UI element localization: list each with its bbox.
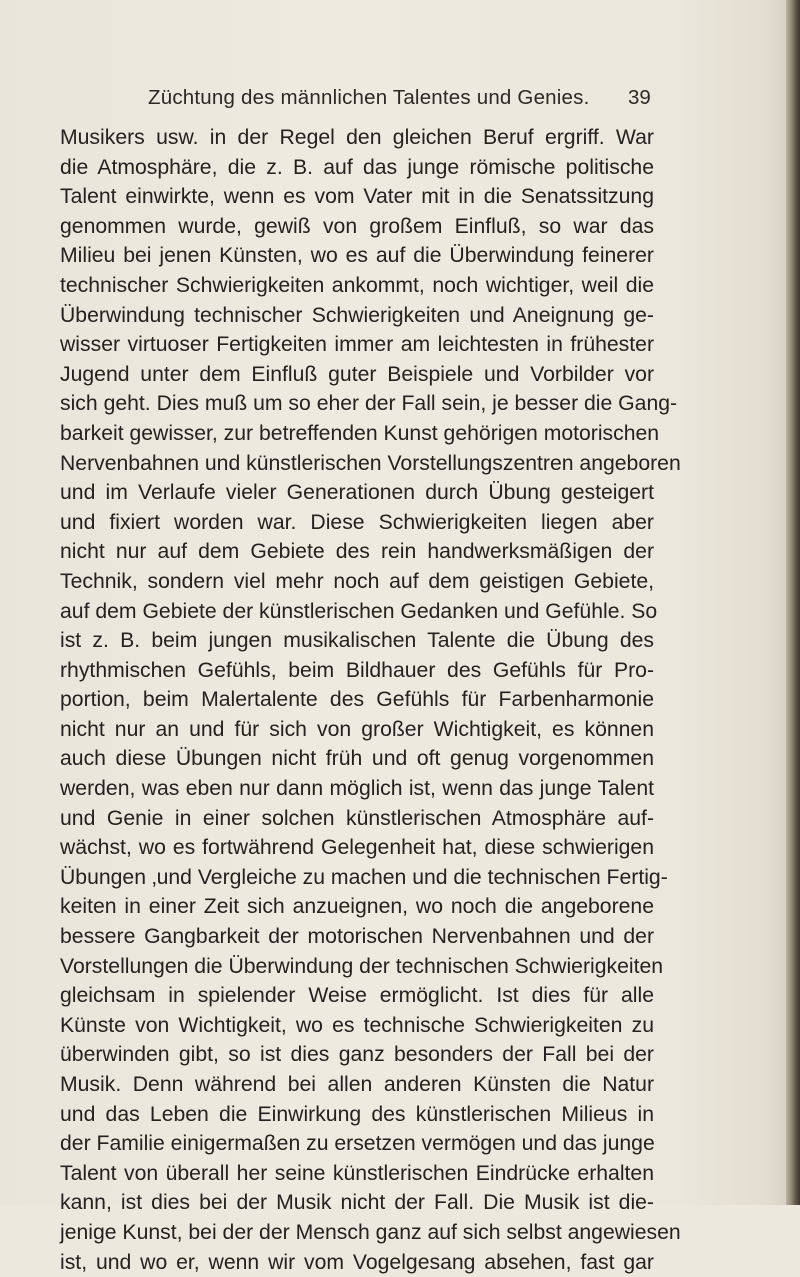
text-line: wächst, wo es fortwährend Gelegenheit hat, diese schwierigen: [60, 836, 654, 860]
text-line: und das Leben die Einwirkung des künstlerischen Milieus in: [60, 1102, 654, 1126]
text-line: keiten in einer Zeit sich anzueignen, wo noch die angeborene: [60, 895, 654, 919]
text-line: rhythmischen Gefühls, beim Bildhauer des Gefühls für Pro-: [60, 658, 654, 682]
text-line: jenige Kunst, bei der der Mensch ganz auf sich selbst angewiesen: [60, 1220, 681, 1244]
text-line: die Atmosphäre, die z. B. auf das junge römische politische: [60, 155, 654, 179]
body-text: [60, 123, 681, 1277]
text-line: Talent von überall her seine künstlerischen Eindrücke erhalten: [60, 1161, 654, 1185]
page-header: [0, 86, 800, 120]
text-line: nicht nur auf dem Gebiete des rein handwerksmäßigen der: [60, 540, 654, 564]
text-line: ist z. B. beim jungen musikalischen Talente die Übung des: [60, 629, 654, 653]
text-line: und im Verlaufe vieler Generationen durch Übung gesteigert: [60, 481, 654, 505]
text-line: auf dem Gebiete der künstlerischen Gedanken und Gefühle. So: [60, 599, 658, 623]
text-line: und Genie in einer solchen künstlerischen Atmosphäre auf-: [60, 806, 654, 830]
page-number: 39: [628, 86, 651, 109]
text-line: Übungen ‚und Vergleiche zu machen und die technischen Fertig-: [60, 865, 668, 889]
page-edge: [786, 0, 800, 1205]
text-line: der Familie einigermaßen zu ersetzen vermögen und das junge: [60, 1132, 655, 1156]
text-line: Talent einwirkte, wenn es vom Vater mit in die Senatssitzung: [60, 185, 654, 209]
text-line: werden, was eben nur dann möglich ist, wenn das junge Talent: [60, 777, 654, 801]
text-line: gleichsam in spielender Weise ermöglicht. Ist dies für alle: [60, 984, 654, 1008]
text-line: Musikers usw. in der Regel den gleichen Beruf ergriff. War: [60, 126, 654, 149]
text-line: wisser virtuoser Fertigkeiten immer am leichtesten in frühester: [60, 333, 654, 357]
text-line: Milieu bei jenen Künsten, wo es auf die Überwindung feinerer: [60, 244, 654, 268]
text-line: überwinden gibt, so ist dies ganz besonders der Fall bei der: [60, 1043, 654, 1067]
text-line: ist, und wo er, wenn wir vom Vogelgesang absehen, fast gar: [60, 1250, 654, 1274]
text-line: Musik. Denn während bei allen anderen Künsten die Natur: [60, 1073, 654, 1096]
text-line: Künste von Wichtigkeit, wo es technische Schwierigkeiten zu: [60, 1013, 654, 1037]
text-line: sich geht. Dies muß um so eher der Fall sein, je besser die Gang-: [60, 392, 678, 416]
text-line: Nervenbahnen und künstlerischen Vorstellungszentren angeboren: [60, 451, 681, 475]
text-line: barkeit gewisser, zur betreffenden Kunst gehörigen motorischen: [60, 421, 660, 445]
text-line: bessere Gangbarkeit der motorischen Nervenbahnen und der: [60, 925, 654, 949]
text-line: und fixiert worden war. Diese Schwierigkeiten liegen aber: [60, 510, 654, 534]
text-line: kann, ist dies bei der Musik nicht der Fall. Die Musik ist die-: [60, 1191, 654, 1215]
text-line: Überwindung technischer Schwierigkeiten und Aneignung ge-: [60, 303, 654, 327]
text-line: Jugend unter dem Einfluß guter Beispiele und Vorbilder vor: [60, 362, 654, 386]
text-line: nicht nur an und für sich von großer Wichtigkeit, es können: [60, 717, 654, 741]
text-line: portion, beim Malertalente des Gefühls für Farbenharmonie: [60, 688, 654, 712]
running-title: Züchtung des männlichen Talentes und Genies.: [148, 86, 590, 109]
text-line: technischer Schwierigkeiten ankommt, noch wichtiger, weil die: [60, 273, 654, 297]
text-line: auch diese Übungen nicht früh und oft genug vorgenommen: [60, 747, 654, 771]
text-line: Vorstellungen die Überwindung der technischen Schwierigkeiten: [60, 954, 664, 978]
text-line: Technik, sondern viel mehr noch auf dem geistigen Gebiete,: [60, 569, 654, 593]
text-line: genommen wurde, gewiß von großem Einfluß, so war das: [60, 214, 654, 238]
